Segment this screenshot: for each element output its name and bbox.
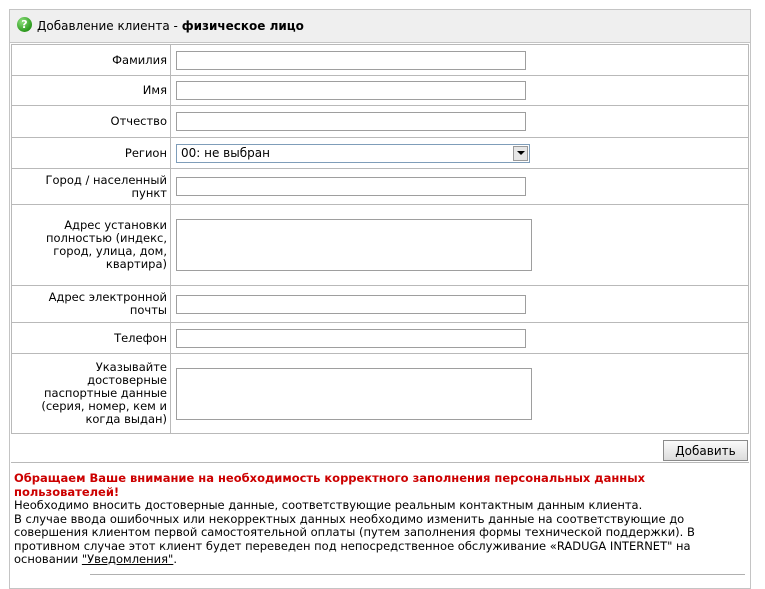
- email-input[interactable]: [176, 295, 526, 314]
- email-label: Адрес электронной почты: [12, 286, 171, 323]
- patronymic-input[interactable]: [176, 112, 526, 131]
- surname-label: Фамилия: [12, 45, 171, 76]
- actions-row: [11, 433, 749, 463]
- name-input[interactable]: [176, 81, 526, 100]
- patronymic-label: Отчество: [12, 106, 171, 138]
- region-selected-value: 00: не выбран: [181, 146, 270, 160]
- notice-block: [14, 472, 744, 567]
- notice-line-2: В случае ввода ошибочных или некорректных данных необходимо изменить данные на соответствующие до совершения клиентом первой самостоятельной оплаты (путем заполнения формы технической поддержки). В противном случае этот клиент будет переведен под непосредственное обслуживание «RADUGA INTERNET" на основании "Уведомления".: [14, 511, 695, 566]
- phone-input[interactable]: [176, 329, 526, 348]
- surname-input[interactable]: [176, 51, 526, 70]
- help-icon[interactable]: ?: [17, 17, 32, 32]
- address-label: Адрес установки полностью (индекс, город, улица, дом, квартира): [12, 205, 171, 286]
- city-label: Город / населенный пункт: [12, 169, 171, 205]
- passport-textarea[interactable]: [176, 368, 532, 420]
- city-input[interactable]: [176, 177, 526, 196]
- bottom-divider: [90, 574, 745, 575]
- page-title: Добавление клиента - физическое лицо: [37, 19, 304, 33]
- region-label: Регион: [12, 138, 171, 169]
- warning-text: Обращаем Ваше внимание на необходимость корректного заполнения персональных данных пользователей!: [14, 471, 646, 499]
- phone-label: Телефон: [12, 323, 171, 354]
- panel-header: [10, 10, 750, 43]
- notice-line-1: Необходимо вносить достоверные данные, соответствующие реальным контактным данным клиента.: [14, 498, 643, 512]
- client-form: [11, 44, 749, 434]
- chevron-down-icon[interactable]: [513, 146, 528, 161]
- address-textarea[interactable]: [176, 219, 532, 271]
- add-button[interactable]: Добавить: [663, 440, 748, 461]
- notification-link[interactable]: "Уведомления": [81, 552, 174, 566]
- name-label: Имя: [12, 76, 171, 106]
- region-select[interactable]: [176, 144, 530, 163]
- passport-label: Указывайте достоверные паспортные данные (серия, номер, кем и когда выдан): [12, 354, 171, 434]
